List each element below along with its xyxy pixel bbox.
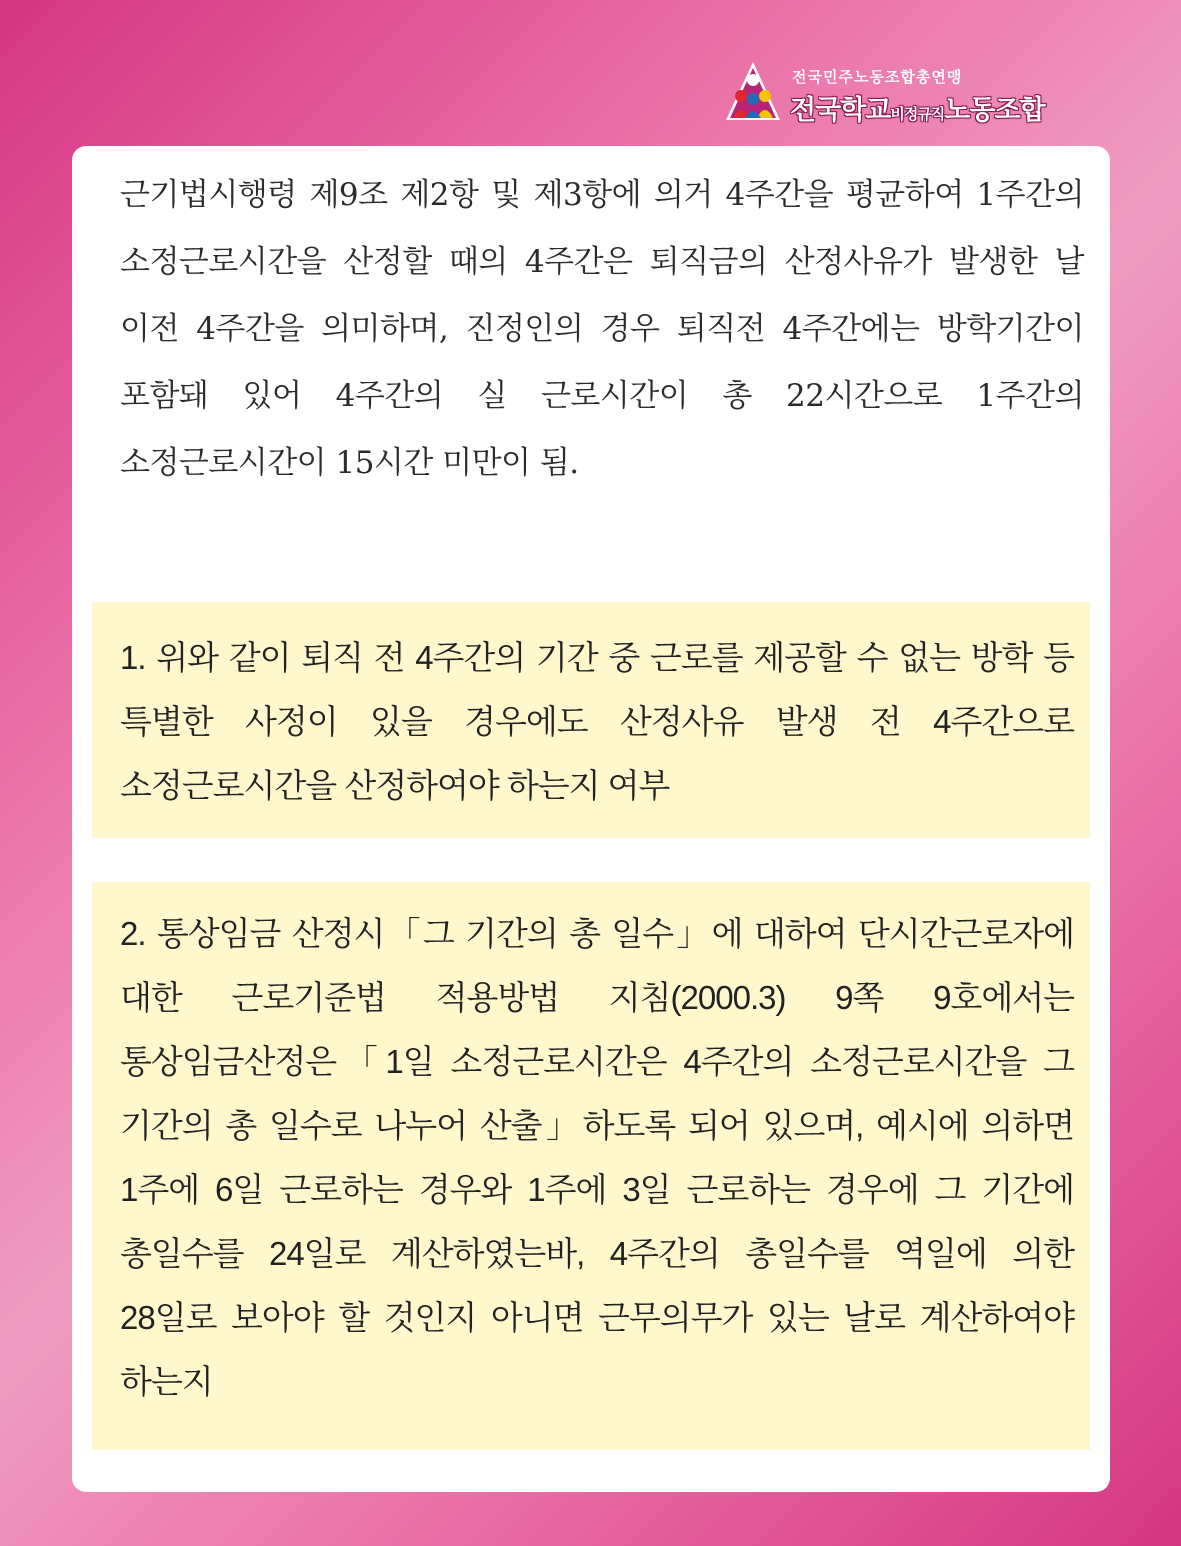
union-people-triangle-icon	[722, 58, 784, 124]
question-1-box: 1. 위와 같이 퇴직 전 4주간의 기간 중 근로를 제공할 수 없는 방학 등 특별한 사정이 있을 경우에도 산정사유 발생 전 4주간으로 소정근로시간을 산정하여야 하는지 여부	[92, 602, 1090, 838]
logo-title-part2: 노동조합	[944, 95, 1045, 126]
content-card	[72, 146, 1110, 1492]
logo-subtitle: 전국민주노동조합총연맹	[792, 68, 963, 86]
logo-title	[790, 88, 1045, 127]
question-2-box: 2. 통상임금 산정시「그 기간의 총 일수」에 대하여 단시간근로자에 대한 근로기준법 적용방법 지침(2000.3) 9쪽 9호에서는 통상임금산정은「1일 소정근로시간은 4주간의 소정근로시간을 그 기간의 총 일수로 나누어 산출」하도록 되어 있으며, 예시에 의하면 1주에 6일 근로하는 경우와 1주에 3일 근로하는 경우에 그 기간에 총일수를 24일로 계산하였는바, 4주간의 총일수를 역일에 의한 28일로 보아야 할 것인지 아니면 근무의무가 있는 날로 계산하여야 하는지	[92, 882, 1090, 1450]
union-logo	[722, 58, 1102, 128]
logo-title-small: 비정규직	[890, 105, 945, 123]
logo-title-part1: 전국학교	[790, 95, 891, 126]
intro-paragraph: 근기법시행령 제9조 제2항 및 제3항에 의거 4주간을 평균하여 1주간의 소정근로시간을 산정할 때의 4주간은 퇴직금의 산정사유가 발생한 날 이전 4주간을 의미하며, 진정인의 경우 퇴직전 4주간에는 방학기간이 포함돼 있어 4주간의 실 근로시간이 총 22시간으로 1주간의 소정근로시간이 15시간 미만이 됨.	[120, 177, 1084, 481]
